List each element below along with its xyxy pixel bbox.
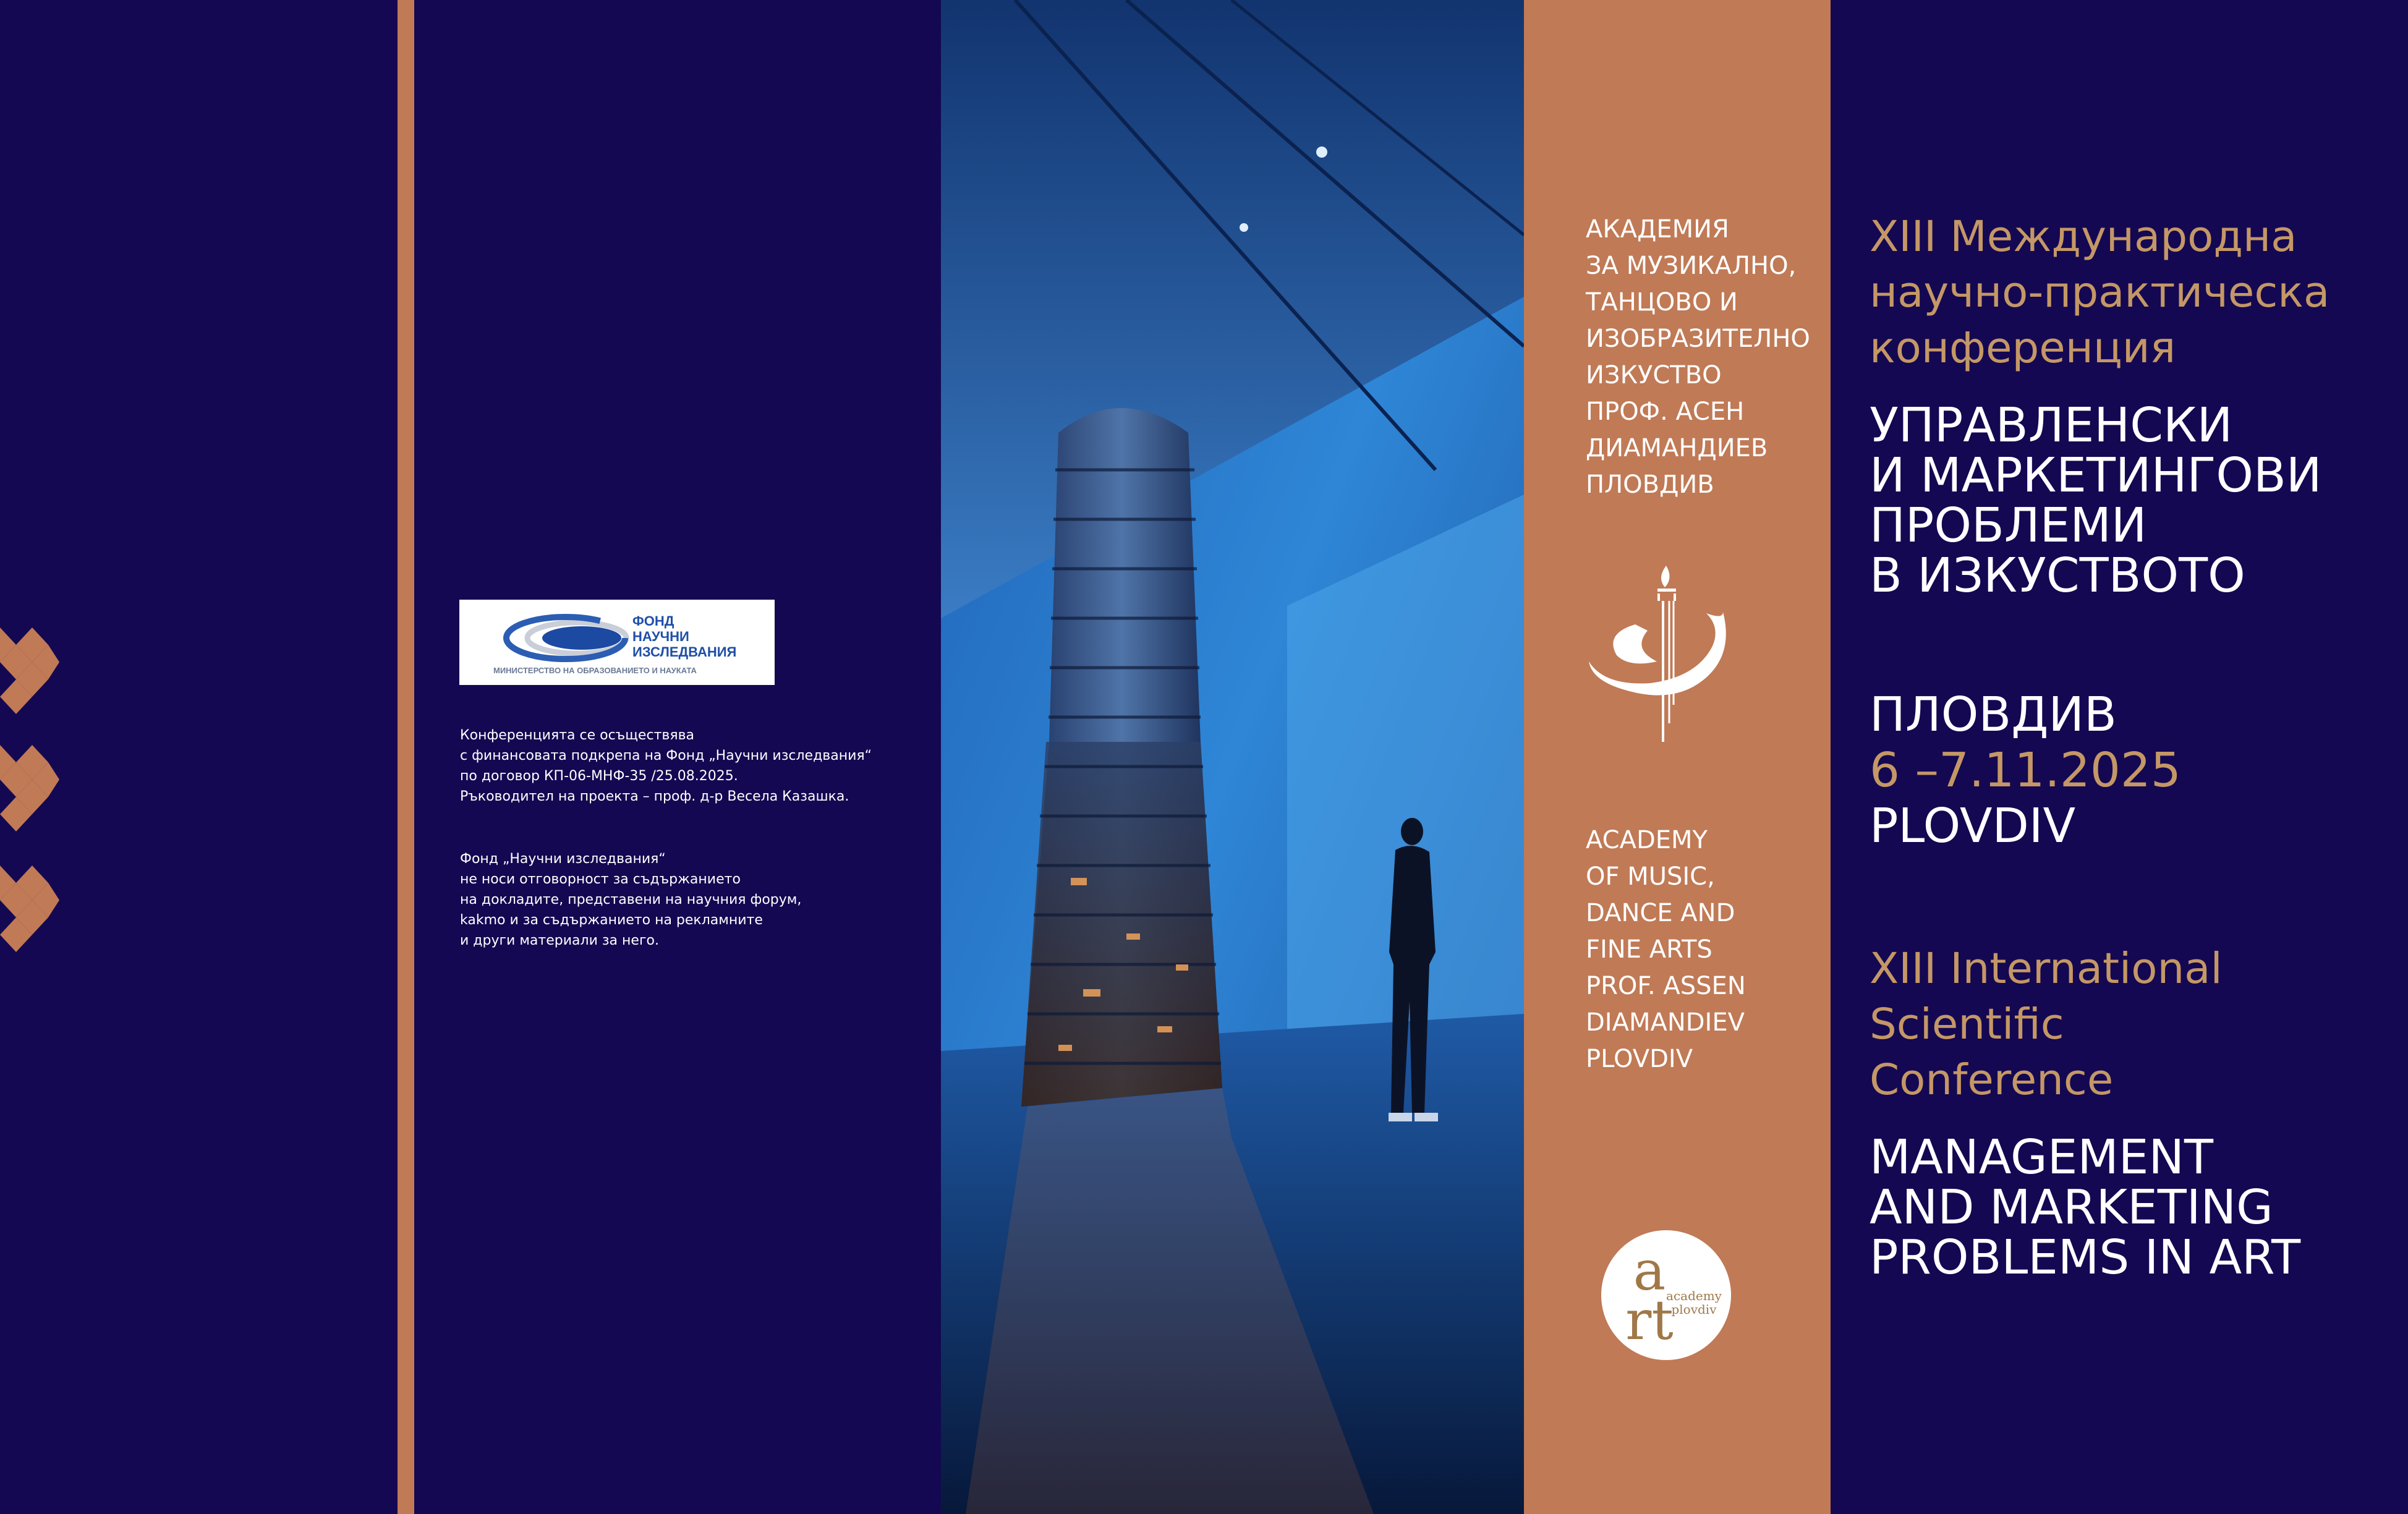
conference-title-bg: УПРАВЛЕНСКИ И МАРКЕТИНГОВИ ПРОБЛЕМИ В ИЗКУСТВОТО [1870,398,2322,603]
academy-name-bg: АКАДЕМИЯ ЗА МУЗИКАЛНО, ТАНЦОВО И ИЗОБРАЗИТЕЛНО ИЗКУСТВО ПРОФ. АСЕН ДИАМАНДИЕВ ПЛОВДИВ [1586,215,1810,499]
art-logo-letter-a: a [1633,1239,1666,1303]
art-logo-word-academy: academy [1666,1288,1722,1303]
fund-logo-word-1: ФОНД [632,613,674,629]
academy-emblem-icon [1580,563,1746,748]
conference-title-en: MANAGEMENT AND MARKETING PROBLEMS IN ART [1870,1130,2301,1285]
disclaimer-statement: Фонд „Научни изследвания“ не носи отговорност за съдържанието на докладите, представени на научния форум, kakmo и за съдържанието на рекламните и други материали за него. [460,851,802,948]
art-academy-logo-icon [1600,1229,1733,1362]
conference-edition-en: XIII International Scientific Conference [1870,944,2223,1105]
venue-dates [1870,687,2389,854]
city-bg: ПЛОВДИВ [1870,687,2117,742]
fund-logo-word-3: ИЗСЛЕДВАНИЯ [632,644,737,660]
fund-logo-word-2: НАУЧНИ [632,629,689,644]
research-fund-logo [459,600,775,685]
research-fund-swoosh-icon [473,606,640,674]
art-logo-word-plovdiv: plovdiv [1671,1302,1717,1317]
ministry-caption: МИНИСТЕРСТВО НА ОБРАЗОВАНИЕТО И НАУКАТА [493,666,697,675]
diamond-pattern-icon [0,627,62,998]
copper-stripe [398,0,414,1514]
academy-name-en: ACADEMY OF MUSIC, DANCE AND FINE ARTS PROF. ASSEN DIAMANDIEV PLOVDIV [1586,826,1746,1073]
tower-installation-photo [941,0,1524,1514]
art-logo-letters-rt: rt [1625,1288,1674,1352]
conference-info [1870,209,2389,1283]
funding-note [460,725,917,993]
city-en: PLOVDIV [1870,799,2076,854]
conference-dates: 6 –7.11.2025 [1870,743,2181,798]
support-statement: Конференцията се осъществява с финансовата подкрепа на Фонд „Научни изследвания“ по договор КП-06-МНФ-35 /25.08.2025. Ръководител на проекта – проф. д-р Весела Казашка. [460,728,872,804]
conference-edition-bg: XIII Международна научно-практическа конференция [1870,212,2330,373]
